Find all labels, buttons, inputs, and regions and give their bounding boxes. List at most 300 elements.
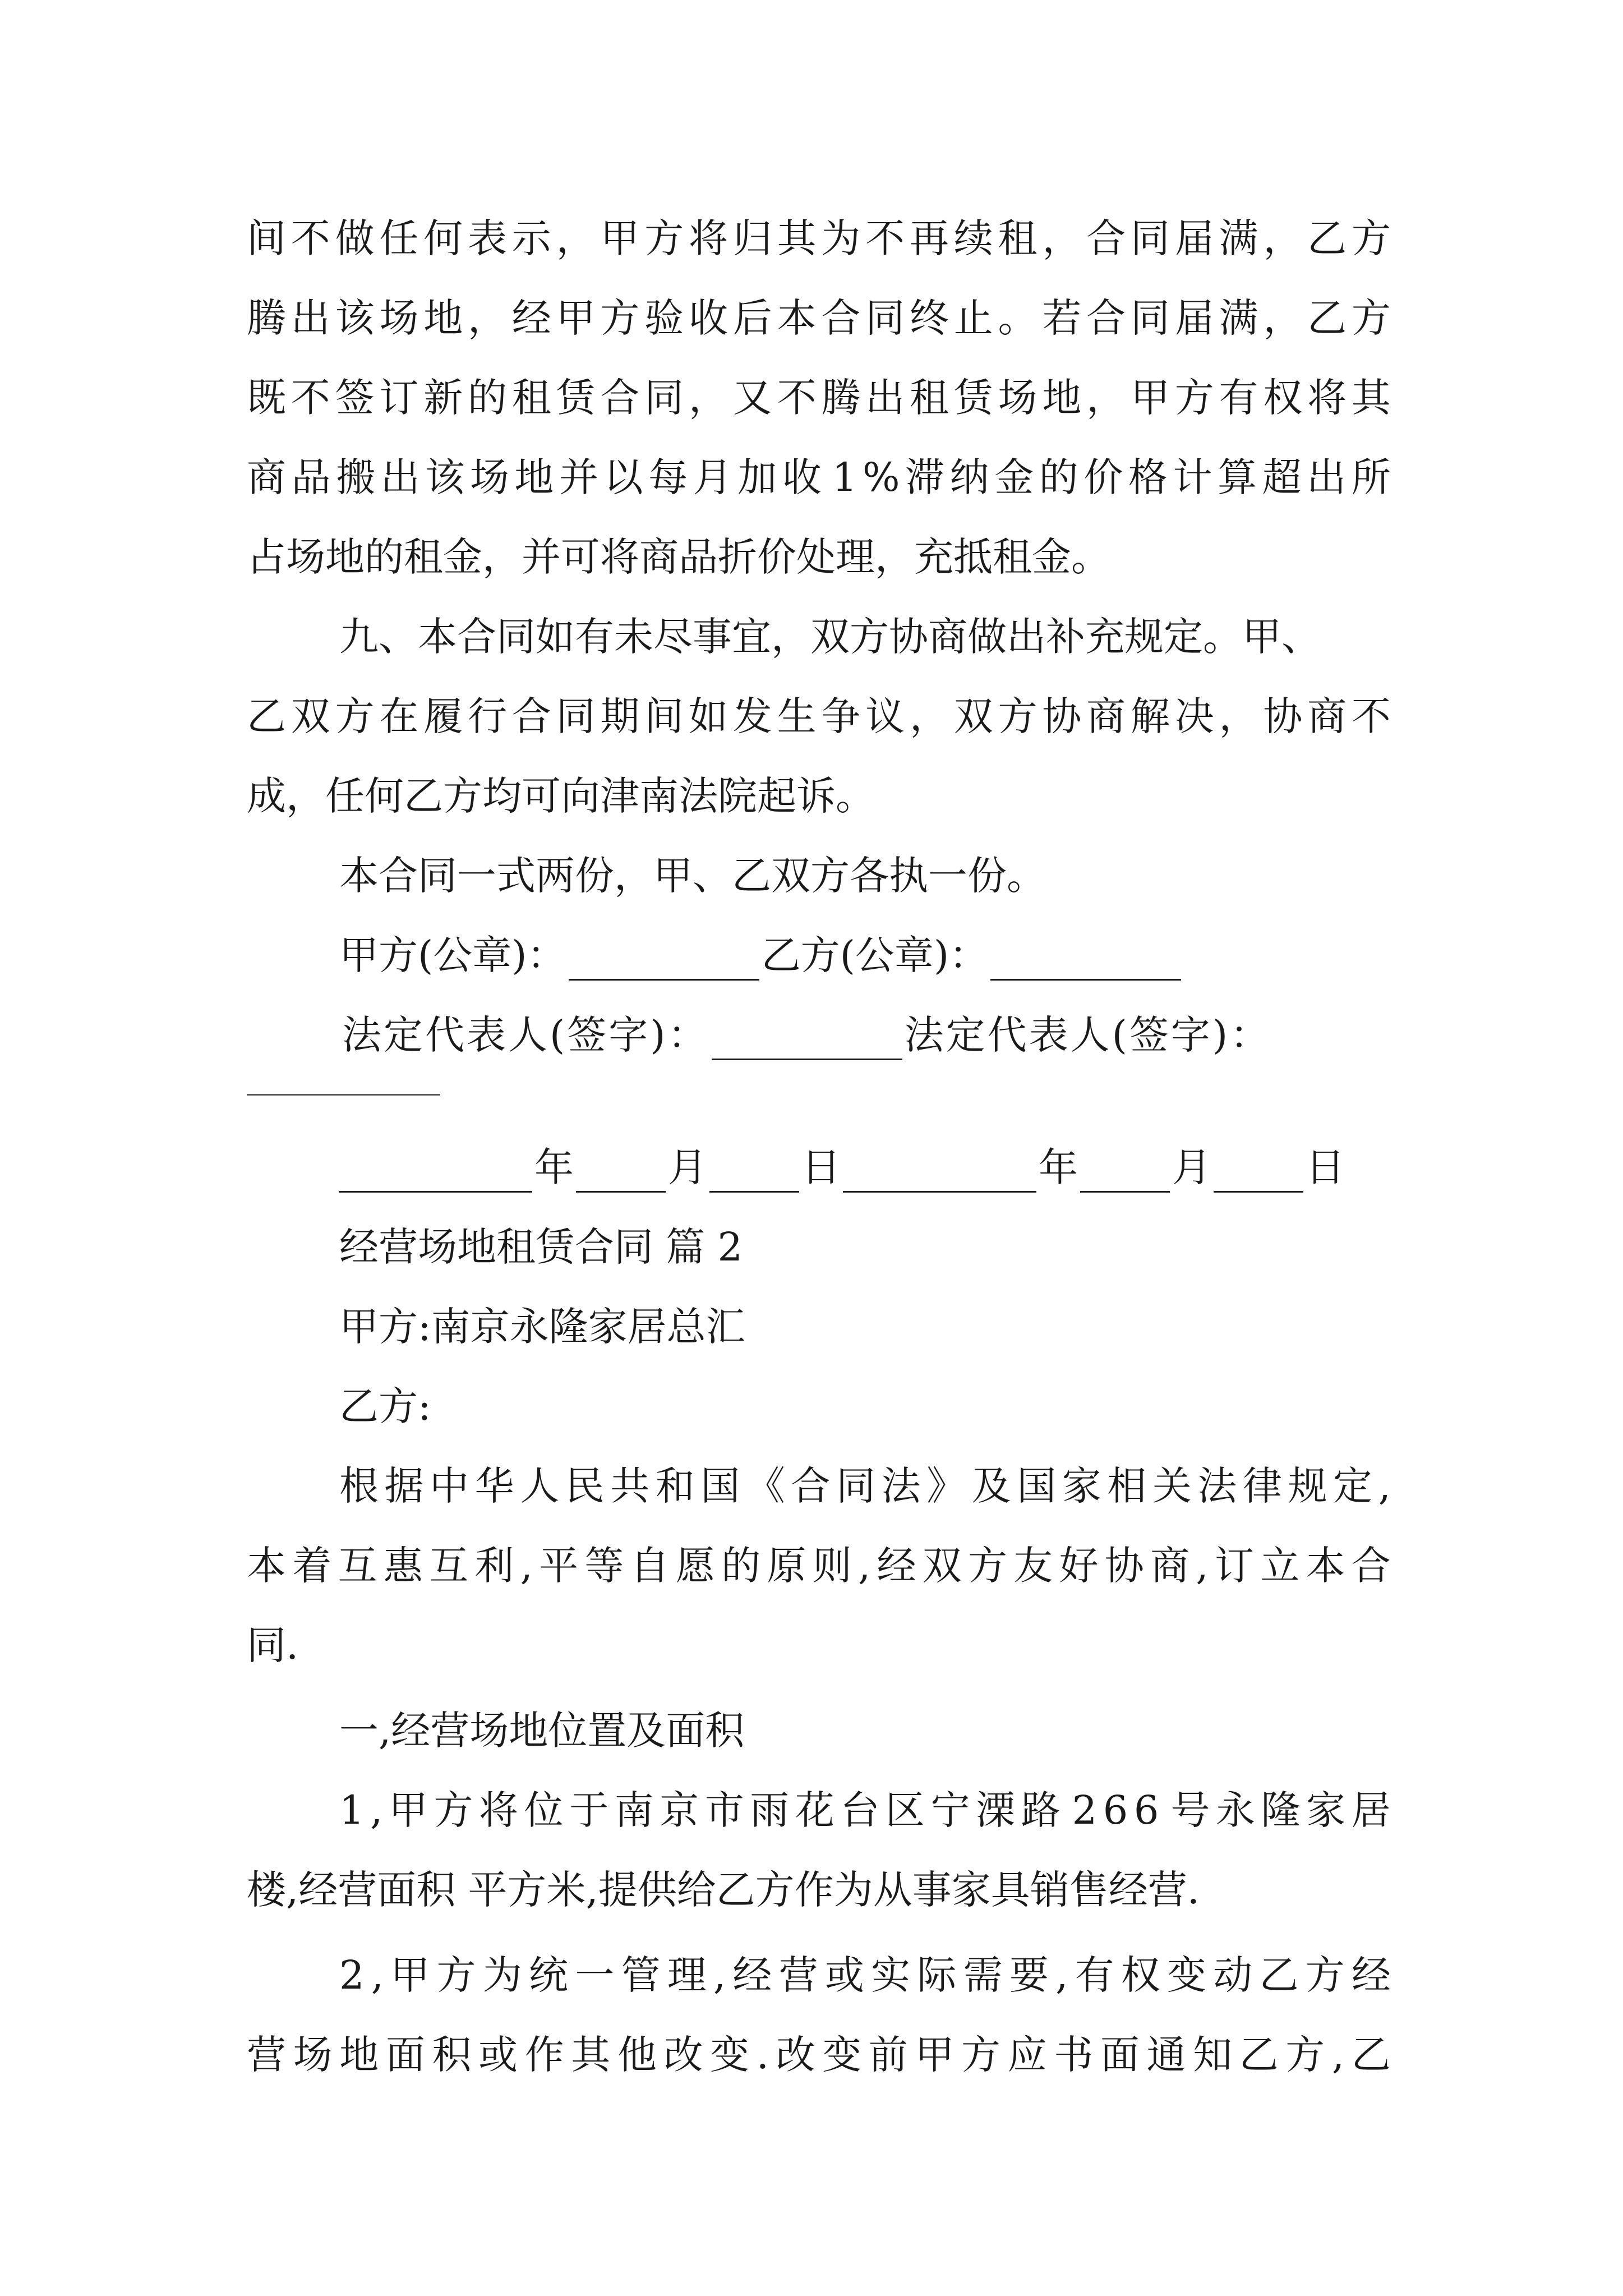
char: 后	[732, 295, 772, 341]
clause-9-line	[339, 611, 1391, 662]
char: 通	[1146, 2032, 1186, 2078]
char: 新	[423, 375, 463, 421]
char: 终	[909, 295, 949, 341]
char: 同	[865, 295, 905, 341]
char: 其	[571, 2032, 611, 2078]
char: 将	[479, 1787, 518, 1833]
char: 超	[1262, 454, 1302, 500]
legal-rep-a-blank	[712, 1022, 902, 1060]
char: 经	[1351, 1952, 1391, 1998]
char: 归	[732, 215, 772, 261]
char: 号	[1170, 1787, 1210, 1833]
char: 任	[379, 215, 419, 261]
body-line-last: 成，任何乙方均可向津南法院起诉。	[247, 773, 875, 819]
char: 商	[1307, 693, 1347, 739]
char: 再	[909, 215, 949, 261]
char: 方	[998, 693, 1038, 739]
char: 收	[688, 295, 728, 341]
char: 租	[909, 375, 949, 421]
char: 地	[339, 2032, 379, 2078]
char: 甲	[556, 295, 596, 341]
char: 商	[1150, 1543, 1190, 1589]
char: 1	[832, 454, 857, 500]
heading-1: 一,经营场地位置及面积	[339, 1708, 745, 1754]
char: 将	[1307, 375, 1347, 421]
char: 6	[1133, 1787, 1159, 1833]
char: 间	[644, 693, 684, 739]
char: 合	[600, 375, 640, 421]
char: 金	[994, 454, 1034, 500]
char: 。	[998, 295, 1038, 341]
char: ，	[467, 295, 507, 341]
char: 乙	[247, 693, 286, 739]
char: 若	[1042, 295, 1082, 341]
char: ，	[556, 215, 596, 261]
char: 愿	[675, 1543, 715, 1589]
char: ，	[688, 375, 728, 421]
char: 格	[1128, 454, 1168, 500]
char: 方	[1305, 1952, 1345, 1998]
char: 场	[469, 454, 509, 500]
char: ,	[1196, 1543, 1209, 1589]
char: 地	[423, 295, 463, 341]
char: 法	[881, 1463, 921, 1509]
char: 方	[436, 1952, 476, 1998]
char: 方	[600, 295, 640, 341]
char: 为	[821, 215, 861, 261]
char: 方	[335, 693, 375, 739]
char: 既	[247, 375, 286, 421]
char: 管	[621, 1952, 661, 1998]
legal-rep-a-label: 法定代表人(签字)：	[342, 1012, 709, 1058]
char: 方	[1285, 2032, 1325, 2078]
char: 该	[425, 454, 465, 500]
char: 国	[1017, 1463, 1057, 1509]
char: 方	[644, 215, 684, 261]
char: ,	[370, 1787, 383, 1833]
char: 生	[777, 693, 817, 739]
char: 行	[467, 693, 507, 739]
char: 台	[840, 1787, 880, 1833]
char: 位	[524, 1787, 564, 1833]
char: ，	[1263, 215, 1303, 261]
char: 协	[1042, 693, 1082, 739]
char: 权	[1121, 1952, 1160, 1998]
char: 出	[291, 295, 330, 341]
char: 惠	[383, 1543, 423, 1589]
char: 方	[1351, 215, 1391, 261]
char: 应	[1007, 2032, 1047, 2078]
char: 和	[655, 1463, 695, 1509]
seal-row	[339, 930, 1183, 981]
party-a-line: 甲方:南京永隆家居总汇	[339, 1304, 745, 1350]
char: 本	[247, 1543, 286, 1589]
char: 中	[430, 1463, 469, 1509]
char: 期	[600, 693, 640, 739]
char: 验	[644, 295, 684, 341]
day-b-label: 日	[1306, 1144, 1345, 1190]
char: 着	[292, 1543, 332, 1589]
char: 商	[247, 454, 286, 500]
char: ，	[1219, 693, 1258, 739]
char: %	[862, 454, 900, 500]
char: 甲	[915, 2032, 955, 2078]
char: 场	[379, 295, 419, 341]
char: 根	[339, 1463, 379, 1509]
char: 律	[1242, 1463, 1282, 1509]
year-b-blank	[843, 1154, 1036, 1193]
char: 间	[247, 215, 286, 261]
char: 共	[610, 1463, 650, 1509]
intro-line	[339, 1461, 1391, 1511]
char: 改	[663, 2032, 703, 2078]
char: 双	[953, 693, 993, 739]
char: 不	[1351, 693, 1391, 739]
char: 同	[1130, 215, 1170, 261]
char: 等	[584, 1543, 624, 1589]
char: 计	[1173, 454, 1212, 500]
char: ,	[371, 1952, 384, 1998]
char: 需	[963, 1952, 1003, 1998]
char: 或	[478, 2032, 518, 2078]
char: 经	[511, 295, 551, 341]
char: ，	[1042, 215, 1082, 261]
legal-rep-b-blank	[247, 1094, 440, 1096]
char: 商	[1086, 693, 1126, 739]
char: 甲	[600, 215, 640, 261]
body-line	[247, 213, 1391, 264]
char: 平	[539, 1543, 579, 1589]
char: 权	[1263, 375, 1303, 421]
char: 隆	[1261, 1787, 1301, 1833]
char: 营	[778, 1952, 818, 1998]
char: 不	[777, 375, 817, 421]
char: 经	[732, 1952, 772, 1998]
item-1-line	[339, 1785, 1391, 1835]
char: 纳	[949, 454, 989, 500]
char: 出	[380, 454, 420, 500]
char: 动	[1213, 1952, 1253, 1998]
char: 租	[511, 375, 551, 421]
char: 家	[1062, 1463, 1101, 1509]
char: 价	[1083, 454, 1123, 500]
char: ，	[1086, 375, 1126, 421]
char: 滞	[905, 454, 945, 500]
char: 表	[467, 215, 507, 261]
char: 双	[291, 693, 330, 739]
char: 2	[1072, 1787, 1098, 1833]
char: 以	[603, 454, 643, 500]
body-line	[247, 372, 1391, 423]
char: 在	[379, 693, 419, 739]
char: 改	[776, 2032, 815, 2078]
char: 示	[511, 215, 551, 261]
char: 协	[1263, 693, 1303, 739]
char: 面	[385, 2032, 425, 2078]
char: 议	[865, 693, 905, 739]
char: 为	[482, 1952, 522, 1998]
char: 甲	[390, 1952, 430, 1998]
char: 作	[524, 2032, 564, 2078]
char: 届	[1174, 295, 1214, 341]
intro-line-last: 同.	[247, 1622, 299, 1668]
char: 原	[767, 1543, 806, 1589]
char: 双	[922, 1543, 962, 1589]
char: 于	[569, 1787, 609, 1833]
char: 签	[335, 375, 375, 421]
char: 利	[474, 1543, 514, 1589]
char: 变	[710, 2032, 750, 2078]
section-2-title: 经营场地租赁合同 篇 2	[339, 1224, 743, 1270]
char: 地	[1042, 375, 1082, 421]
char: 将	[688, 215, 728, 261]
month-a-label: 月	[668, 1144, 707, 1190]
char: 乙	[1239, 2032, 1279, 2078]
char: 其	[777, 215, 817, 261]
char: 好	[1059, 1543, 1099, 1589]
char: 本	[1306, 1543, 1345, 1589]
char: 乙	[1307, 295, 1347, 341]
char: 订	[379, 375, 419, 421]
char: 合	[821, 295, 861, 341]
char: 或	[824, 1952, 864, 1998]
copies-line: 本合同一式两份，甲、乙双方各执一份。	[339, 853, 1046, 899]
char: 满	[1219, 295, 1258, 341]
party-a-seal-label: 甲方(公章)：	[339, 932, 566, 978]
legal-rep-b-label: 法定代表人(签字)：	[904, 1012, 1272, 1058]
char: 永	[1216, 1787, 1256, 1833]
char: 同	[836, 1463, 876, 1509]
char: ，	[1263, 295, 1303, 341]
char: 京	[660, 1787, 699, 1833]
char: 》	[926, 1463, 966, 1509]
char: 同	[644, 375, 684, 421]
char: 方	[961, 2032, 1001, 2078]
month-b-blank	[1080, 1154, 1170, 1193]
char: 月	[693, 454, 732, 500]
char: 宁	[930, 1787, 970, 1833]
char: 订	[1214, 1543, 1254, 1589]
char: 乙	[1351, 2032, 1391, 2078]
char: 方	[1174, 375, 1214, 421]
char: 经	[877, 1543, 916, 1589]
char: 腾	[247, 295, 286, 341]
char: 市	[704, 1787, 744, 1833]
char: ,	[713, 1952, 726, 1998]
char: 该	[335, 295, 375, 341]
char: 甲	[388, 1787, 428, 1833]
char: 何	[423, 215, 463, 261]
char: 南	[614, 1787, 654, 1833]
char: 民	[565, 1463, 605, 1509]
legal-rep-row	[342, 1010, 1271, 1060]
char: ,	[1055, 1952, 1068, 1998]
char: 的	[721, 1543, 761, 1589]
char: 所	[1351, 454, 1391, 500]
day-a-blank	[709, 1154, 799, 1193]
char: 统	[528, 1952, 568, 1998]
char: 合	[1086, 295, 1126, 341]
char: 场	[998, 375, 1038, 421]
char: 租	[998, 215, 1038, 261]
char: 乙	[1259, 1952, 1299, 1998]
char: 定	[1333, 1463, 1373, 1509]
char: .	[756, 2032, 769, 2078]
char: 赁	[556, 375, 596, 421]
char: 方	[1351, 295, 1391, 341]
char: 实	[871, 1952, 911, 1998]
char: 《	[745, 1463, 785, 1509]
char: 本	[777, 295, 817, 341]
char: 续	[953, 215, 993, 261]
char: ,	[1378, 1463, 1391, 1509]
char: 理	[667, 1952, 707, 1998]
char: 面	[1100, 2032, 1140, 2078]
char: 相	[1107, 1463, 1147, 1509]
char: 搬	[336, 454, 376, 500]
char: 方	[968, 1543, 1008, 1589]
month-a-blank	[576, 1154, 666, 1193]
char: 收	[782, 454, 822, 500]
char: 每	[648, 454, 688, 500]
char: 立	[1260, 1543, 1300, 1589]
char: 他	[617, 2032, 657, 2078]
char: 人	[520, 1463, 560, 1509]
party-a-seal-blank	[569, 942, 759, 981]
char: 甲	[1130, 375, 1170, 421]
char: 场	[293, 2032, 333, 2078]
char: 际	[917, 1952, 957, 1998]
char: 合	[511, 693, 551, 739]
char: 互	[338, 1543, 377, 1589]
char: 出	[1307, 454, 1347, 500]
item-2-line	[339, 1950, 1391, 2000]
char: 知	[1193, 2032, 1233, 2078]
char: 友	[1013, 1543, 1053, 1589]
body-line	[247, 691, 1391, 742]
char: 品	[291, 454, 331, 500]
char: 变	[822, 2032, 862, 2078]
char: 法	[1197, 1463, 1237, 1509]
char: 2	[339, 1952, 365, 1998]
char: 其	[1351, 375, 1391, 421]
char: 届	[1174, 215, 1214, 261]
intro-line	[247, 1540, 1391, 1591]
char: 变	[1167, 1952, 1207, 1998]
char: 履	[423, 693, 463, 739]
char: 及	[971, 1463, 1011, 1509]
date-row	[336, 1142, 1345, 1193]
text-line: 九、本合同如有未尽事宜，双方协商做出补充规定。甲、	[339, 614, 1321, 660]
char: 的	[1039, 454, 1078, 500]
char: 同	[556, 693, 596, 739]
char: 做	[335, 215, 375, 261]
char: 自	[630, 1543, 670, 1589]
body-line	[247, 293, 1391, 343]
char: 并	[559, 454, 598, 500]
char: 又	[732, 375, 772, 421]
char: 花	[795, 1787, 834, 1833]
char: 方	[434, 1787, 473, 1833]
char: 腾	[821, 375, 861, 421]
char: 有	[1075, 1952, 1114, 1998]
day-b-blank	[1214, 1154, 1303, 1193]
char: 决	[1174, 693, 1214, 739]
char: 合	[1351, 1543, 1391, 1589]
char: 加	[737, 454, 777, 500]
year-a-blank	[339, 1154, 532, 1193]
char: 家	[1306, 1787, 1346, 1833]
char: 前	[868, 2032, 908, 2078]
char: 书	[1054, 2032, 1094, 2078]
party-b-seal-blank	[990, 942, 1181, 981]
char: 出	[865, 375, 905, 421]
char: 区	[885, 1787, 925, 1833]
party-b-seal-label: 乙方(公章)：	[761, 932, 989, 978]
char: ,	[857, 1543, 871, 1589]
char: 地	[514, 454, 554, 500]
char: 合	[791, 1463, 831, 1509]
char: ,	[520, 1543, 533, 1589]
char: 据	[384, 1463, 424, 1509]
char: ，	[909, 693, 949, 739]
char: 不	[291, 375, 330, 421]
char: 止	[953, 295, 993, 341]
char: 规	[1288, 1463, 1327, 1509]
char: 如	[688, 693, 728, 739]
char: 乙	[1307, 215, 1347, 261]
month-b-label: 月	[1172, 1144, 1211, 1190]
char: 有	[1219, 375, 1258, 421]
char: 华	[474, 1463, 514, 1509]
char: 6	[1103, 1787, 1128, 1833]
char: 一	[575, 1952, 615, 1998]
item-2-line	[247, 2030, 1391, 2080]
char: 同	[1130, 295, 1170, 341]
char: 合	[1086, 215, 1126, 261]
char: 1	[339, 1787, 365, 1833]
body-line	[247, 452, 1391, 503]
item-1-line-last: 楼,经营面积 平方米,提供给乙方作为从事家具销售经营.	[247, 1867, 1200, 1913]
char: 居	[1351, 1787, 1391, 1833]
char: 溧	[976, 1787, 1016, 1833]
body-line-last: 占场地的租金，并可将商品折价处理，充抵租金。	[247, 534, 1110, 580]
char: 争	[821, 693, 861, 739]
party-b-line: 乙方:	[339, 1383, 431, 1429]
char: 发	[732, 693, 772, 739]
char: 的	[467, 375, 507, 421]
year-b-label: 年	[1039, 1144, 1078, 1190]
char: 国	[700, 1463, 740, 1509]
char: 解	[1130, 693, 1170, 739]
char: 协	[1104, 1543, 1144, 1589]
day-a-label: 日	[801, 1144, 841, 1190]
char: 要	[1009, 1952, 1049, 1998]
year-a-label: 年	[534, 1144, 574, 1190]
char: 满	[1219, 215, 1258, 261]
char: 互	[429, 1543, 469, 1589]
char: ,	[1331, 2032, 1345, 2078]
char: 积	[432, 2032, 472, 2078]
char: 雨	[750, 1787, 790, 1833]
char: 营	[247, 2032, 286, 2078]
char: 关	[1152, 1463, 1192, 1509]
char: 则	[812, 1543, 852, 1589]
char: 路	[1021, 1787, 1061, 1833]
char: 赁	[953, 375, 993, 421]
char: 不	[865, 215, 905, 261]
char: 不	[291, 215, 330, 261]
